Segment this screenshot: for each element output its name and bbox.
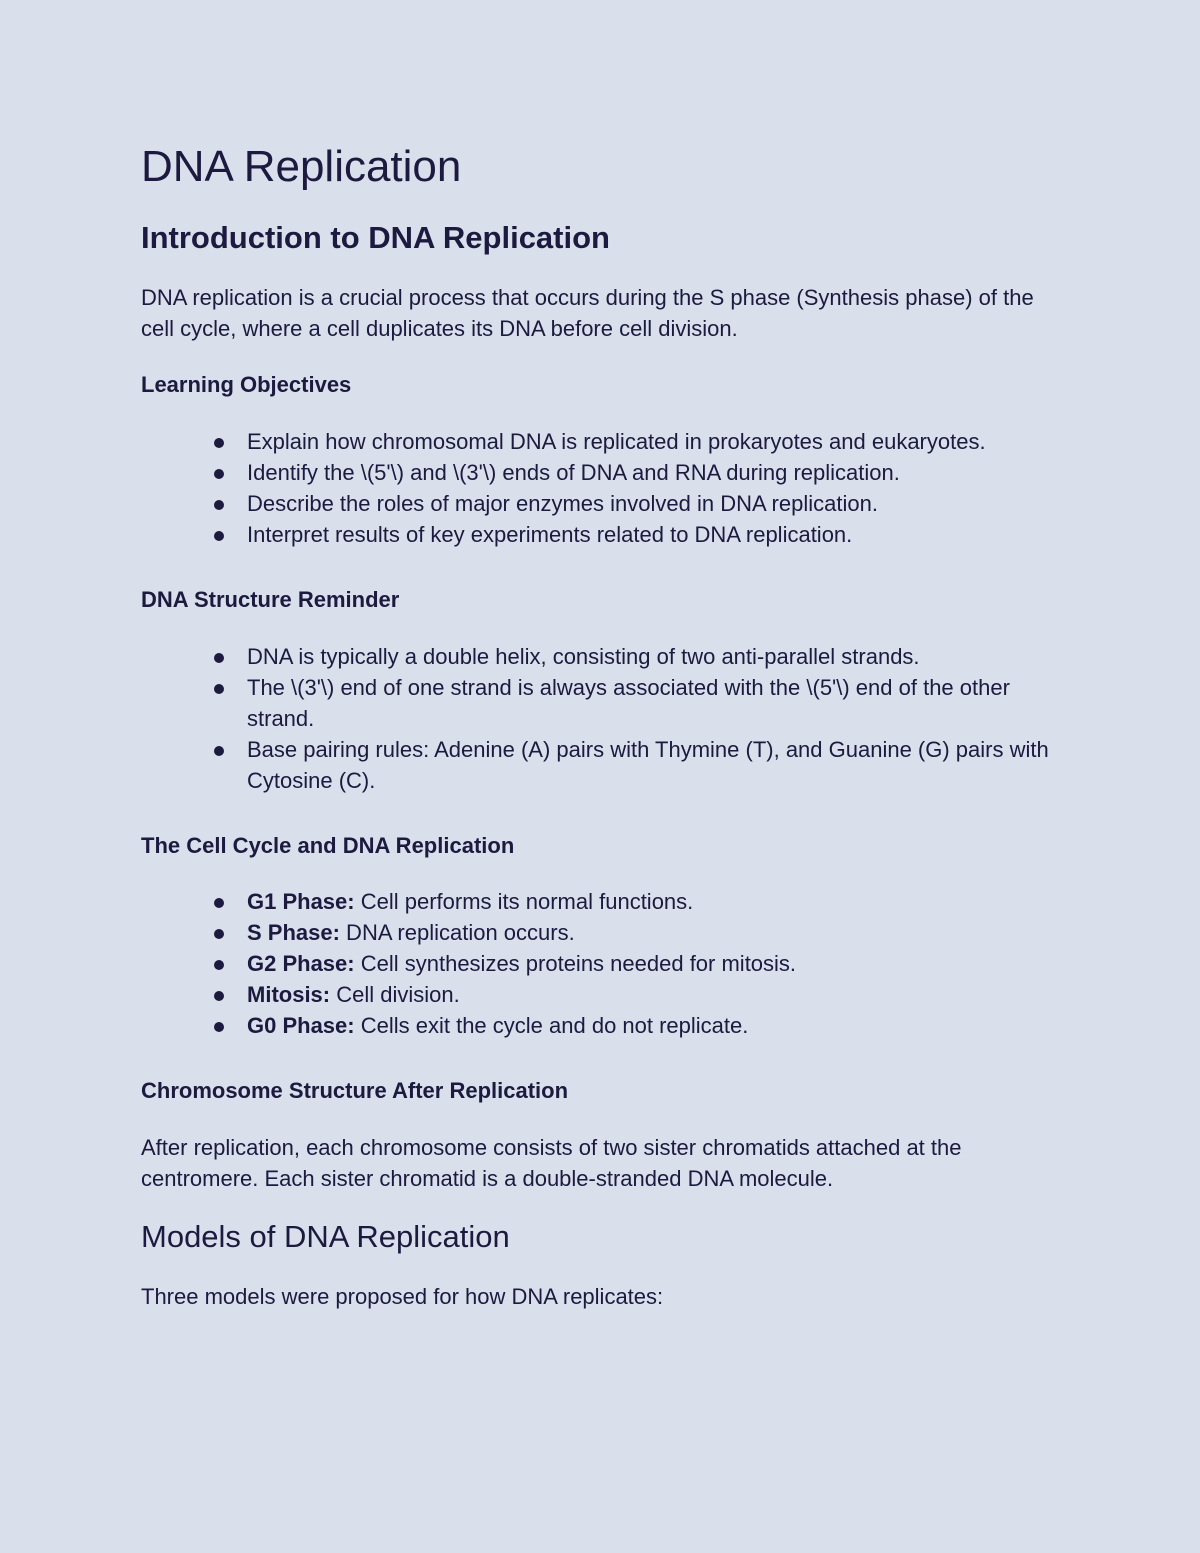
phase-term: Mitosis: <box>247 982 331 1007</box>
list-item <box>247 979 1060 1010</box>
cell-cycle-heading: The Cell Cycle and DNA Replication <box>141 833 515 858</box>
list-item: DNA is typically a double helix, consisting of two anti-parallel strands. <box>247 641 1060 672</box>
phase-description: DNA replication occurs. <box>339 920 575 945</box>
structure-heading: DNA Structure Reminder <box>141 587 400 612</box>
objectives-list <box>141 426 1060 550</box>
intro-paragraph: DNA replication is a crucial process that occurs during the S phase (Synthesis phase) of the cell cycle, where a cell duplicates its DNA before cell division. <box>141 285 1034 341</box>
list-item <box>247 886 1060 917</box>
phase-term: G1 Phase: <box>247 889 355 914</box>
models-heading: Models of DNA Replication <box>141 1219 510 1254</box>
list-item: Interpret results of key experiments related to DNA replication. <box>247 519 1060 550</box>
list-item <box>247 948 1060 979</box>
list-item <box>247 917 1060 948</box>
phase-description: Cell performs its normal functions. <box>354 889 694 914</box>
objectives-heading: Learning Objectives <box>141 372 352 397</box>
intro-heading: Introduction to DNA Replication <box>141 220 610 255</box>
phase-description: Cell synthesizes proteins needed for mitosis. <box>354 951 797 976</box>
structure-list <box>141 641 1060 796</box>
list-item <box>247 1010 1060 1041</box>
document-title: DNA Replication <box>141 142 462 191</box>
list-item: Base pairing rules: Adenine (A) pairs with Thymine (T), and Guanine (G) pairs with Cytosine (C). <box>247 734 1060 796</box>
list-item: The \(3'\) end of one strand is always associated with the \(5'\) end of the other strand. <box>247 672 1060 734</box>
cell-cycle-list <box>141 886 1060 1041</box>
phase-term: S Phase: <box>247 920 340 945</box>
phase-description: Cell division. <box>330 982 460 1007</box>
chromosome-paragraph: After replication, each chromosome consists of two sister chromatids attached at the centromere. Each sister chromatid is a double-stranded DNA molecule. <box>141 1135 962 1191</box>
list-item: Explain how chromosomal DNA is replicated in prokaryotes and eukaryotes. <box>247 426 1060 457</box>
list-item: Describe the roles of major enzymes involved in DNA replication. <box>247 488 1060 519</box>
chromosome-heading: Chromosome Structure After Replication <box>141 1078 569 1103</box>
list-item: Identify the \(5'\) and \(3'\) ends of DNA and RNA during replication. <box>247 457 1060 488</box>
models-paragraph: Three models were proposed for how DNA replicates: <box>141 1284 664 1309</box>
phase-term: G2 Phase: <box>247 951 355 976</box>
phase-term: G0 Phase: <box>247 1013 355 1038</box>
phase-description: Cells exit the cycle and do not replicate. <box>354 1013 749 1038</box>
